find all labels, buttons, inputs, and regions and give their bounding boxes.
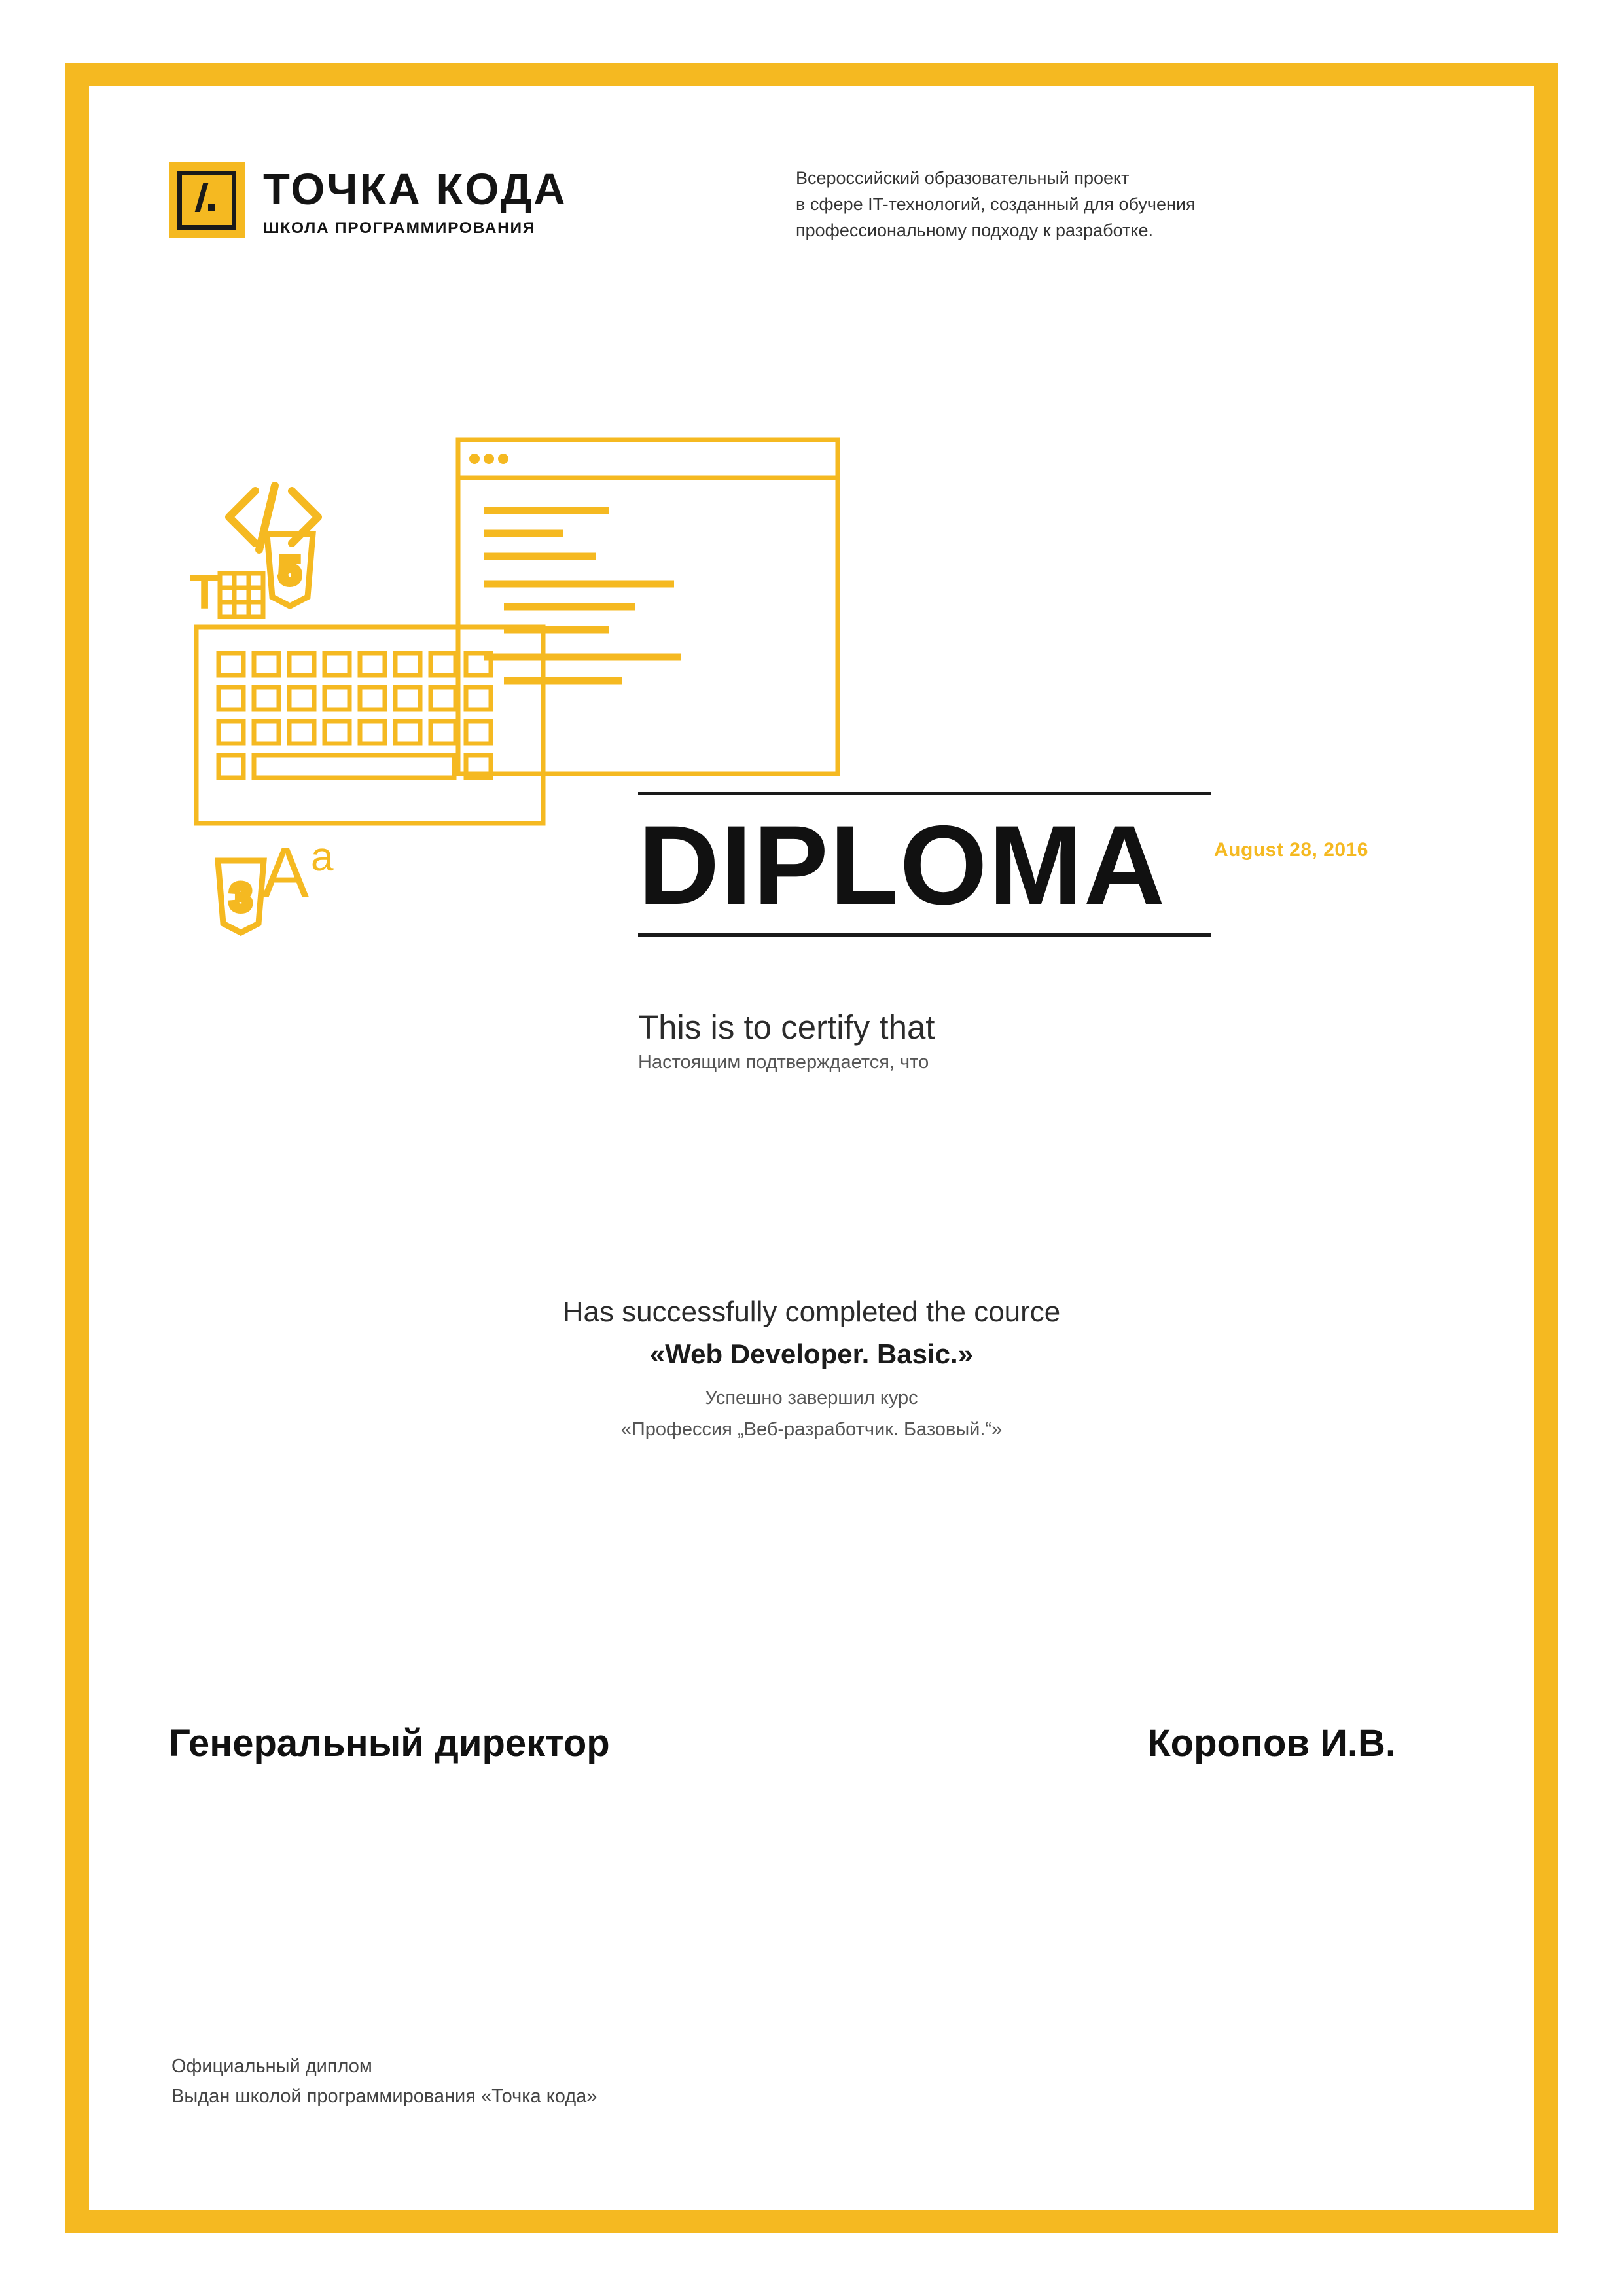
brand-subtitle: ШКОЛА ПРОГРАММИРОВАНИЯ	[263, 219, 536, 237]
diploma-rule-bottom	[638, 933, 1211, 937]
svg-text:a: a	[311, 834, 334, 880]
footer-line-2: Выдан школой программирования «Точка кода»	[171, 2086, 597, 2107]
page-title: DIPLOMA	[638, 802, 1167, 928]
completed-text-ru: Успешно завершил курс	[705, 1388, 918, 1408]
svg-text:A: A	[262, 833, 310, 912]
header-description-line-3: профессиональному подходу к разработке.	[796, 221, 1154, 240]
keyboard-icon	[196, 627, 543, 823]
svg-text:5: 5	[279, 550, 301, 592]
code-lines	[484, 511, 681, 681]
certificate-inner-border	[89, 86, 1534, 2210]
course-name-ru: «Профессия „Веб-разработчик. Базовый.“»	[620, 1419, 1003, 1440]
illustration	[177, 412, 910, 1041]
completed-text-en: Has successfully completed the cource	[562, 1296, 1061, 1328]
footer-line-1: Официальный диплом	[171, 2056, 372, 2077]
slash-dot-logo-icon	[169, 162, 245, 238]
footer	[171, 2051, 597, 2111]
certificate-border	[65, 63, 1558, 2233]
course-name-en: «Web Developer. Basic.»	[649, 1338, 974, 1369]
svg-text:T: T	[190, 565, 220, 619]
header-description-line-2: в сфере IT-технологий, созданный для обучения	[796, 194, 1196, 214]
diploma-title-block	[638, 792, 1227, 937]
header	[169, 162, 1465, 243]
brand-title: ТОЧКА КОДА	[263, 165, 567, 214]
header-description-line-1: Всероссийский образовательный проект	[796, 168, 1130, 188]
code-brackets-icon	[229, 486, 318, 550]
typography-icon	[262, 833, 334, 912]
text-table-icon	[190, 565, 263, 619]
certify-text-ru: Настоящим подтверждается, что	[638, 1052, 929, 1073]
signature-row	[169, 1721, 1412, 1765]
issue-date: August 28, 2016	[1214, 839, 1368, 861]
svg-text:3: 3	[230, 876, 252, 919]
brand-logo	[169, 162, 784, 238]
css3-badge-icon	[218, 861, 264, 933]
header-description	[796, 162, 1196, 243]
signatory-name: Коропов И.В.	[1147, 1722, 1396, 1765]
certify-text-en: This is to certify that	[638, 1009, 935, 1046]
signatory-title: Генеральный директор	[169, 1722, 610, 1765]
brand-logo-text	[263, 162, 567, 238]
